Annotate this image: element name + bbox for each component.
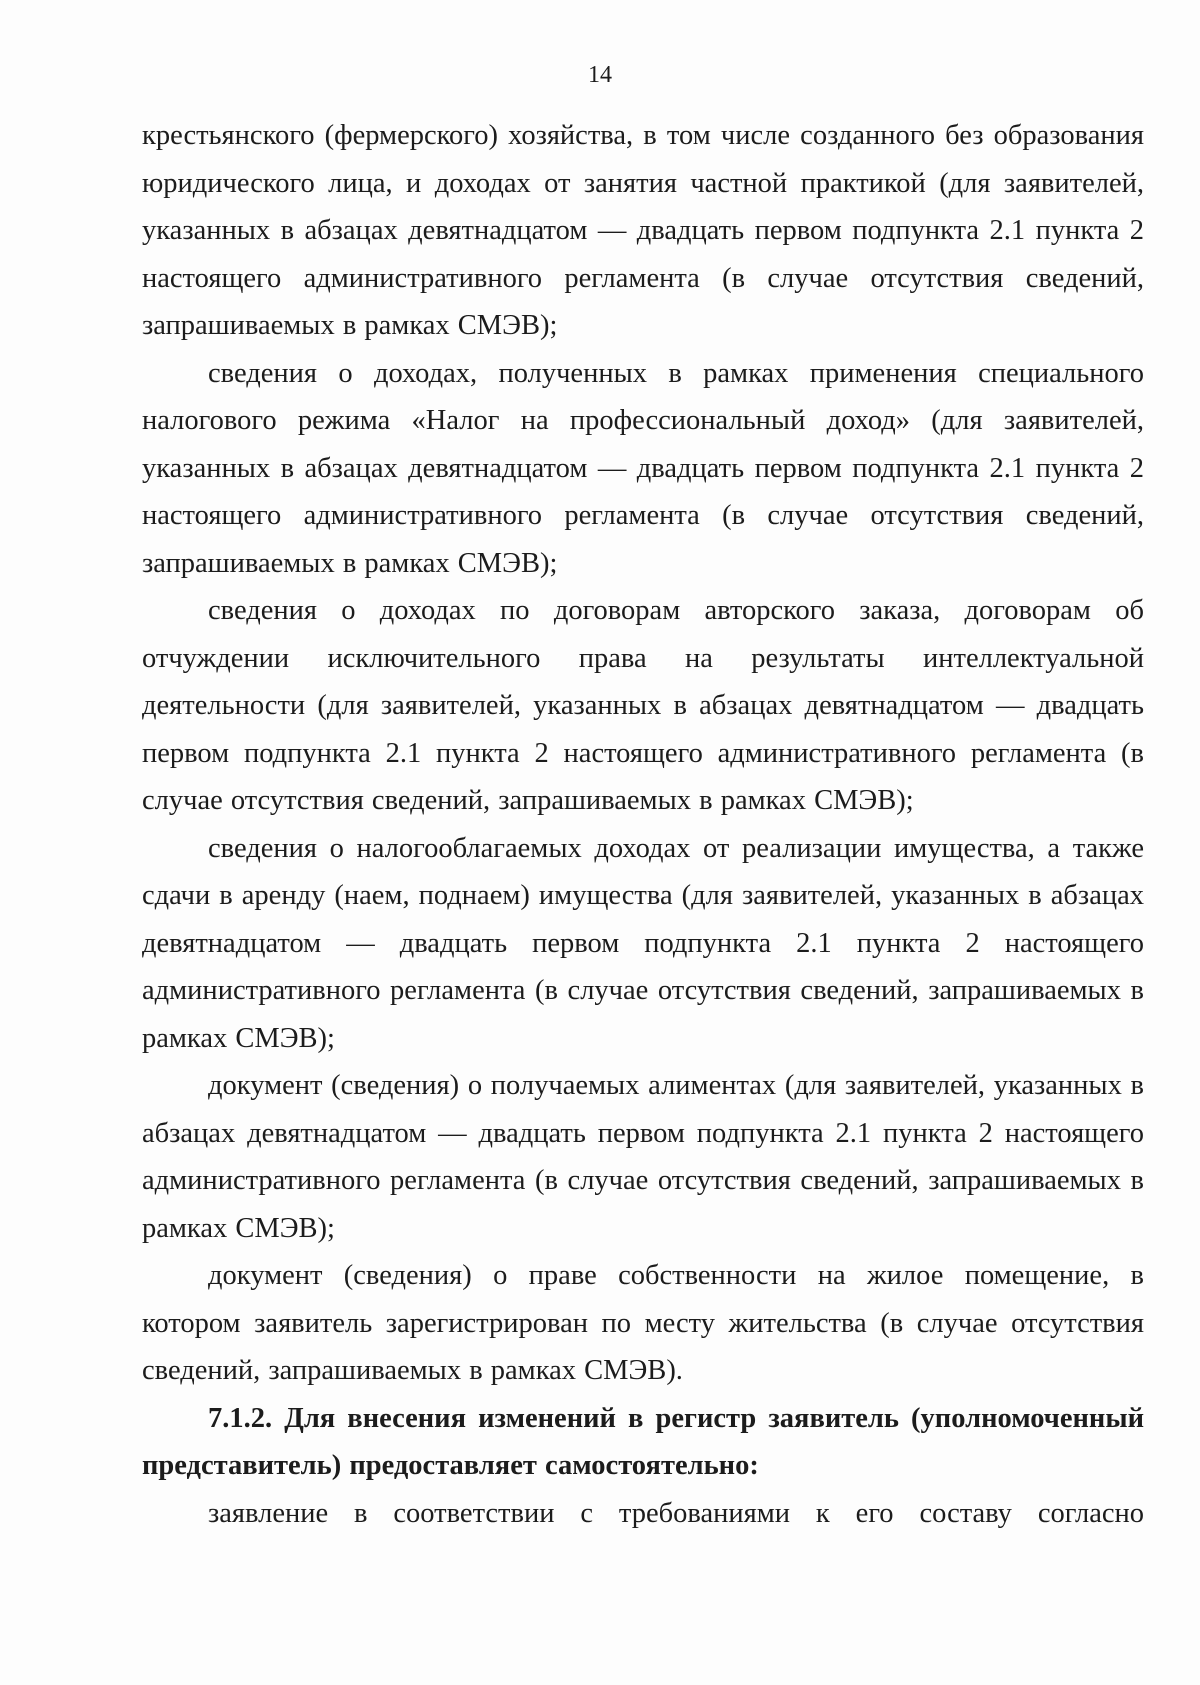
paragraph-housing-ownership: документ (сведения) о праве собственности на жилое помещение, в котором заявитель зарегистрирован по месту жительства (в случае отсутствия сведений, запрашиваемых в рамках СМЭВ). bbox=[142, 1260, 1144, 1386]
paragraph-author-contracts: сведения о доходах по договорам авторского заказа, договорам об отчуждении исключительного права на результаты интеллектуальной деятельности (для заявителей, указанных в абзацах девятнадцатом — двадцать первом подпункта 2.1 пункта 2 настоящего административного регламента (в случае отсутствия сведений, запрашиваемых в рамках СМЭВ); bbox=[142, 595, 1144, 816]
paragraph-application: заявление в соответствии с требованиями к его составу согласно bbox=[208, 1497, 1144, 1529]
paragraph-farm-income: крестьянского (фермерского) хозяйства, в том числе созданного без образования юридического лица, и доходах от занятия частной практикой (для заявителей, указанных в абзацах девятнадцатом — двадцать первом подпункта 2.1 пункта 2 настоящего административного регламента (в случае отсутствия сведений, запрашиваемых в рамках СМЭВ); bbox=[142, 120, 1144, 341]
paragraph-property-sale-rent: сведения о налогооблагаемых доходах от реализации имущества, а также сдачи в аренду (наем, поднаем) имущества (для заявителей, указанных в абзацах девятнадцатом — двадцать первом подпункта 2.1 пункта 2 настоящего административного регламента (в случае отсутствия сведений, запрашиваемых в рамках СМЭВ); bbox=[142, 832, 1144, 1054]
paragraph-alimony: документ (сведения) о получаемых алиментах (для заявителей, указанных в абзацах девятнадцатом — двадцать первом подпункта 2.1 пункта 2 настоящего административного регламента (в случае отсутствия сведений, запрашиваемых в рамках СМЭВ); bbox=[142, 1070, 1144, 1244]
document-body bbox=[142, 112, 1144, 1537]
section-heading-7-1-2: 7.1.2. Для внесения изменений в регистр заявитель (уполномоченный представитель) предоставляет самостоятельно: bbox=[142, 1402, 1144, 1481]
page-number: 14 bbox=[588, 62, 612, 88]
paragraph-professional-income-tax: сведения о доходах, полученных в рамках применения специального налогового режима «Налог на профессиональный доход» (для заявителей, указанных в абзацах девятнадцатом — двадцать первом подпункта 2.1 пункта 2 настоящего административного регламента (в случае отсутствия сведений, запрашиваемых в рамках СМЭВ); bbox=[142, 357, 1144, 579]
